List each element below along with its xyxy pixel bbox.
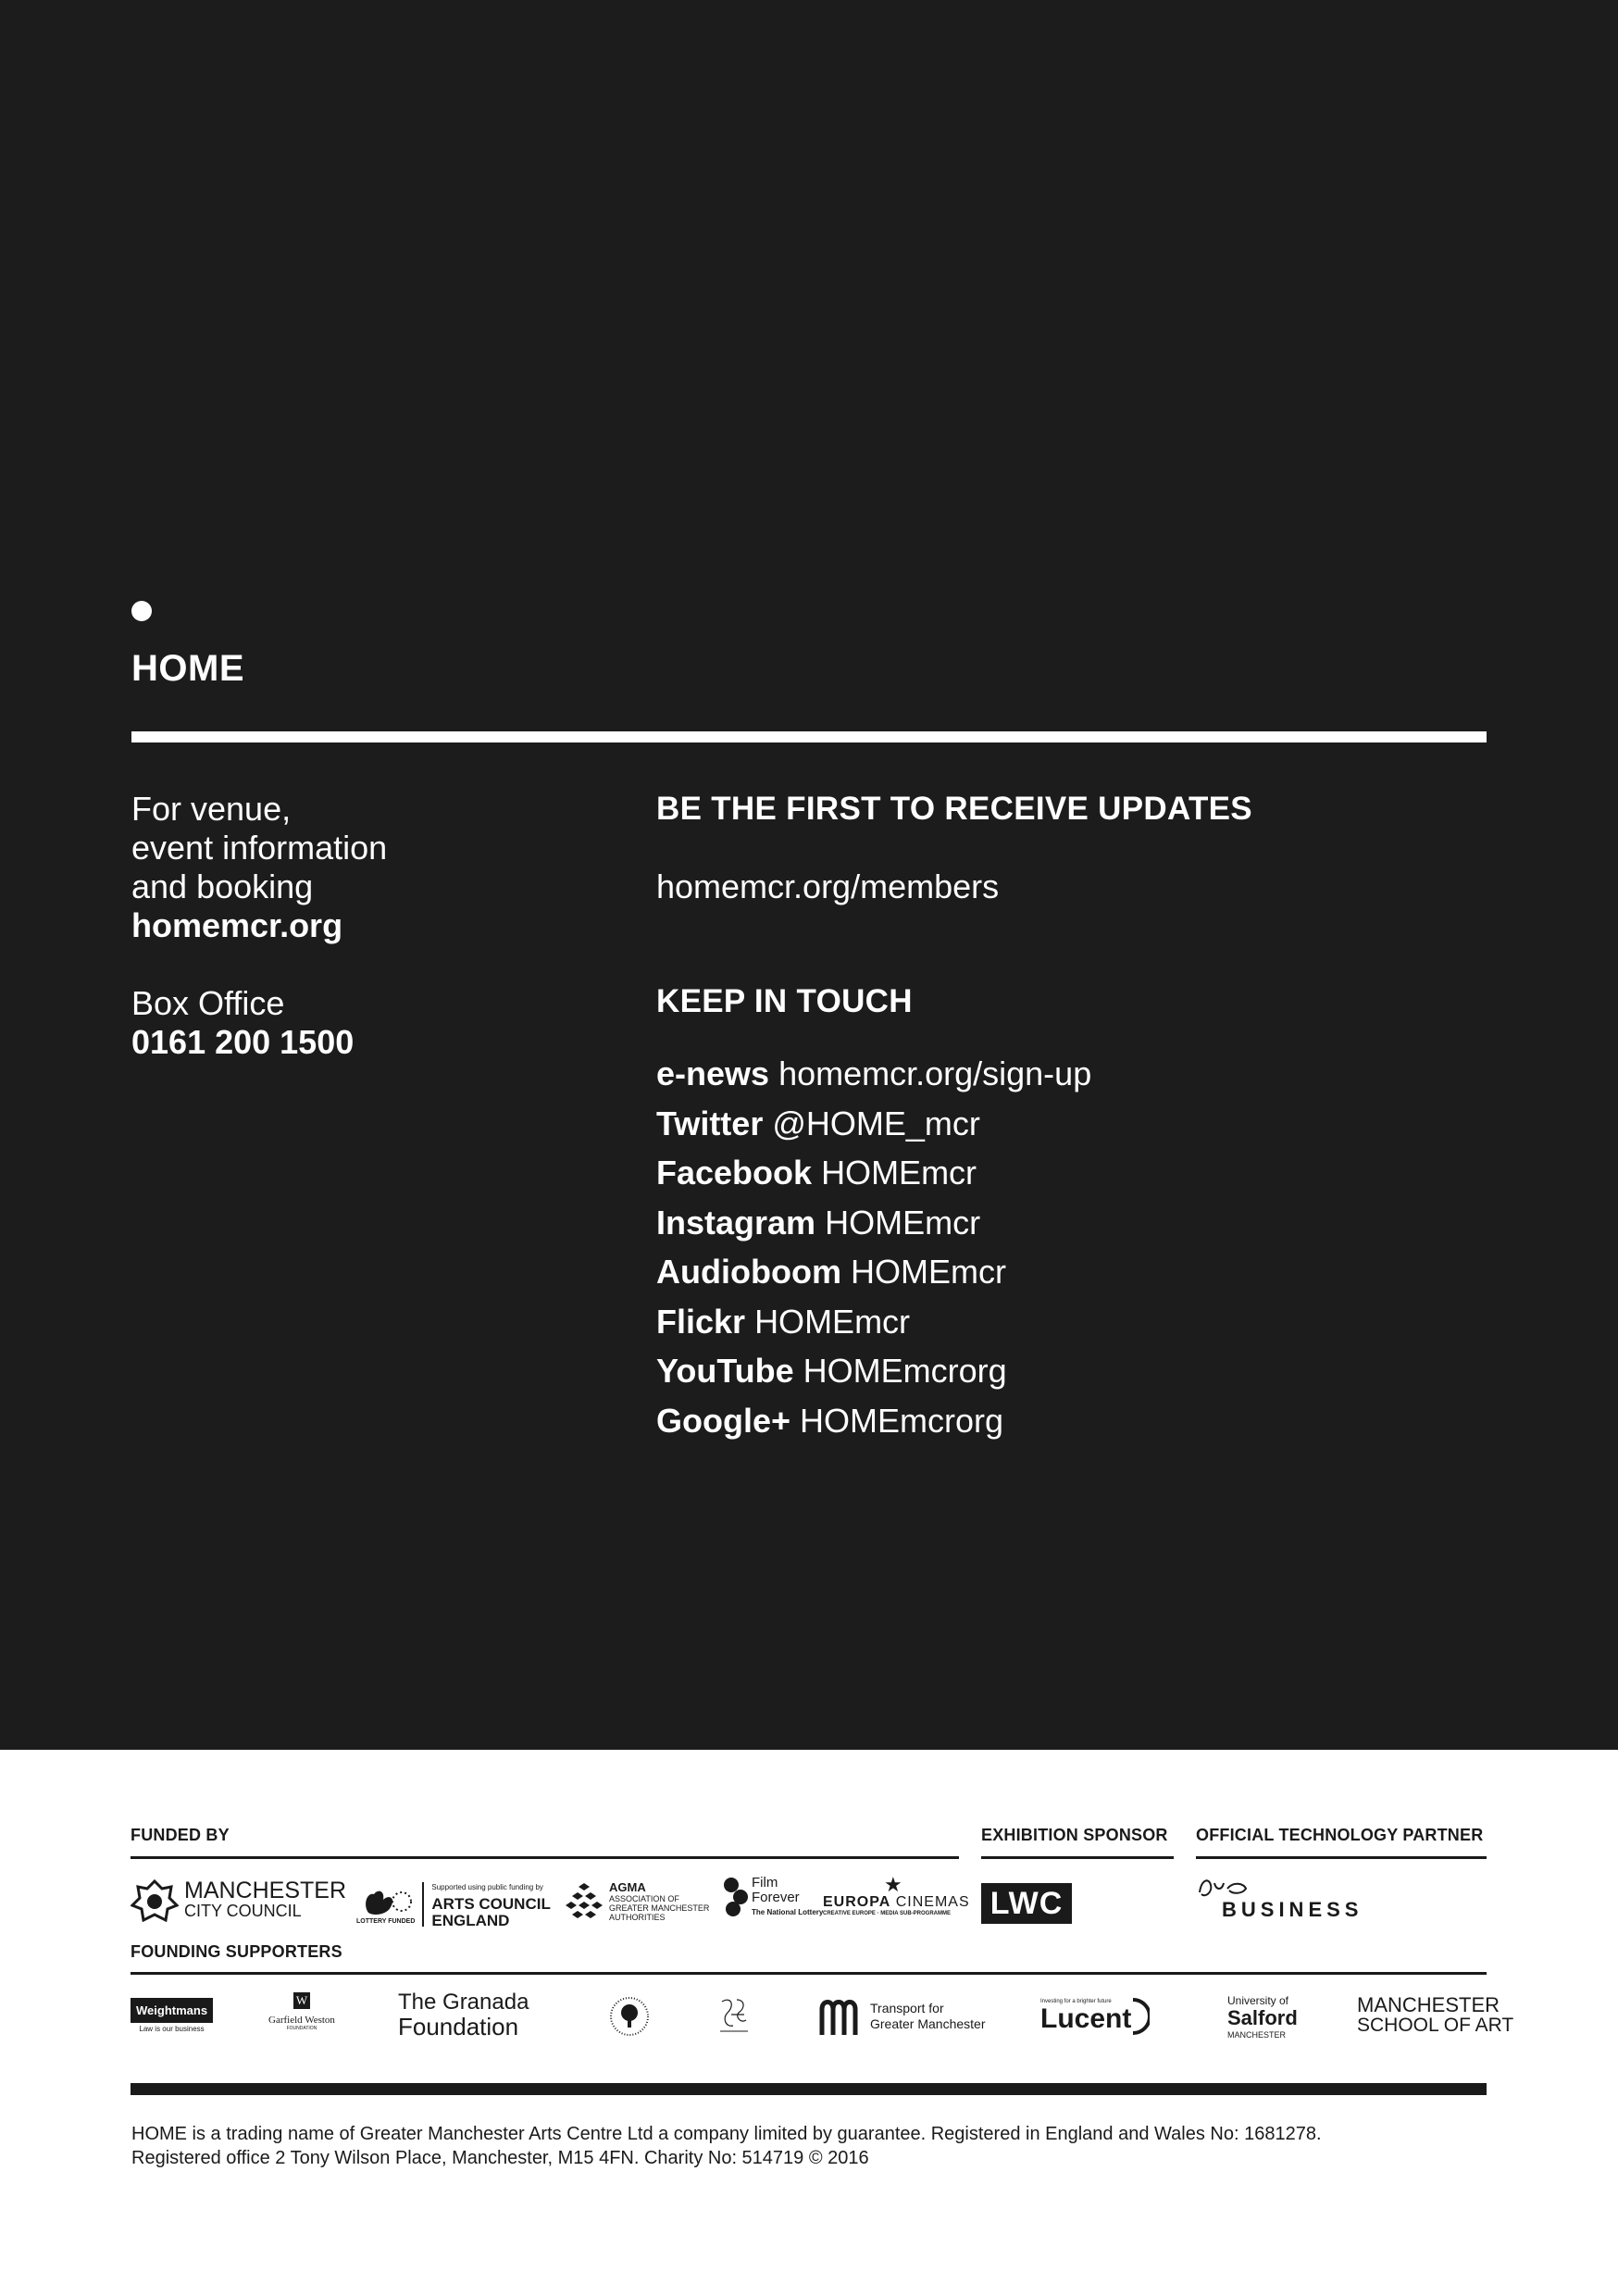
social-channel-handle[interactable]: homemcr.org/sign-up <box>778 1054 1092 1092</box>
lucent-label: Lucent <box>1040 2003 1132 2034</box>
msa-label-1: MANCHESTER <box>1357 1993 1500 2016</box>
social-row[interactable] <box>656 1049 1489 1099</box>
salford-logo <box>1227 1994 1298 2042</box>
msa-label-2: SCHOOL OF ART <box>1357 2015 1514 2036</box>
agma-cube-icon <box>565 1881 604 1922</box>
garfield-weston-logo <box>268 1992 335 2031</box>
tfgm-label-1: Transport for <box>870 2001 944 2015</box>
founding-supporters-label: FOUNDING SUPPORTERS <box>131 1942 342 1961</box>
box-office-label: Box Office <box>131 984 285 1022</box>
agma-sub-1: ASSOCIATION OF <box>609 1894 679 1903</box>
manchester-school-of-art-logo <box>1357 1995 1513 2036</box>
social-channel-name: Twitter <box>656 1104 764 1142</box>
venue-intro-line: For venue, <box>131 790 292 828</box>
social-channel-name: Flickr <box>656 1302 746 1341</box>
social-channel-handle[interactable]: HOMEmcr <box>754 1302 911 1341</box>
social-channel-name: e-news <box>656 1054 770 1092</box>
divider-rule <box>131 731 1487 742</box>
social-channel-name: Facebook <box>656 1154 813 1192</box>
social-row[interactable] <box>656 1148 1489 1198</box>
agma-logo <box>565 1881 709 1922</box>
salford-label-3: MANCHESTER <box>1227 2030 1287 2040</box>
foundation-label: Foundation <box>398 2013 519 2040</box>
social-channel-handle[interactable]: HOMEmcr <box>850 1253 1006 1291</box>
social-row[interactable] <box>656 1396 1489 1446</box>
exhibition-sponsor-label: EXHIBITION SPONSOR <box>981 1826 1168 1844</box>
social-row[interactable] <box>656 1099 1489 1149</box>
europa-label: EUROPA <box>823 1894 891 1910</box>
lottery-funded-label: LOTTERY FUNDED <box>356 1917 416 1925</box>
lwc-logo <box>981 1883 1072 1924</box>
ace-label-1: ARTS COUNCIL <box>431 1895 551 1913</box>
manchester-city-council-logo <box>131 1879 346 1922</box>
tech-partner-label: OFFICIAL TECHNOLOGY PARTNER <box>1196 1826 1484 1844</box>
venue-info <box>131 790 613 1062</box>
garfield-label: Garfield Weston <box>268 2015 335 2026</box>
agma-sub-3: AUTHORITIES <box>609 1913 666 1922</box>
legal-line-1: HOME is a trading name of Greater Manchester Arts Centre Ltd a company limited by guarantee. Registered in England and Wales No: 1681278. <box>131 2124 1322 2144</box>
lucent-tagline: Investing for a brighter future <box>1040 1999 1112 2004</box>
legal-rule <box>131 2083 1487 2095</box>
script-monogram-icon <box>713 1992 755 2035</box>
bfi-film-label: Film <box>752 1875 778 1890</box>
legal-text <box>131 2122 1492 2170</box>
salford-label-2: Salford <box>1227 2006 1298 2029</box>
tfgm-logo <box>818 1996 986 2037</box>
social-channel-name: Google+ <box>656 1401 791 1440</box>
ace-support-label: Supported using public funding by <box>431 1883 543 1891</box>
europa-cinemas-logo <box>823 1873 970 1916</box>
monogram-foundation-logo <box>713 1992 755 2035</box>
social-channel-handle[interactable]: @HOME_mcr <box>772 1104 980 1142</box>
social-channel-handle[interactable]: HOMEmcr <box>821 1154 977 1192</box>
venue-website-link[interactable]: homemcr.org <box>131 906 343 944</box>
lucent-arc-icon <box>1131 1996 1150 2037</box>
social-row[interactable] <box>656 1247 1489 1297</box>
virgin-media-business-logo <box>1196 1874 1363 1922</box>
members-link[interactable]: homemcr.org/members <box>656 867 1000 905</box>
social-channel-name: YouTube <box>656 1352 794 1390</box>
agma-sub-2: GREATER MANCHESTER <box>609 1903 710 1913</box>
funded-by-rule <box>131 1856 959 1859</box>
tree-seal-icon <box>609 1996 650 2037</box>
granada-foundation-logo <box>398 1990 529 2039</box>
agma-label: AGMA <box>609 1880 646 1894</box>
bfi-lottery-label: The National Lottery <box>752 1908 824 1916</box>
social-row[interactable] <box>656 1346 1489 1396</box>
venue-intro-line: and booking <box>131 867 314 905</box>
bfi-forever-label: Forever <box>752 1890 800 1905</box>
weightmans-logo <box>131 1998 213 2033</box>
cinemas-label: CINEMAS <box>895 1894 970 1910</box>
social-channel-handle[interactable]: HOMEmcrorg <box>800 1401 1004 1440</box>
w-monogram-icon: W <box>293 1992 310 2009</box>
salford-label-1: University of <box>1227 1994 1289 2007</box>
arts-council-logo <box>356 1879 551 1929</box>
weightmans-label: Weightmans <box>136 2003 208 2017</box>
lwc-label: LWC <box>989 1885 1064 1921</box>
granada-label: The Granada <box>398 1990 529 2015</box>
bfi-logo <box>722 1876 823 1920</box>
business-label: BUSINESS <box>1222 1898 1363 1921</box>
tfgm-label-2: Greater Manchester <box>870 2016 986 2031</box>
social-row[interactable] <box>656 1198 1489 1248</box>
tfgm-m-icon <box>818 1996 865 2037</box>
brand-title: HOME <box>131 648 244 689</box>
venue-intro-line: event information <box>131 829 388 867</box>
ace-label-2: ENGLAND <box>431 1912 510 1929</box>
social-channel-name: Instagram <box>656 1203 816 1242</box>
star-icon: ★ <box>884 1873 902 1896</box>
lucent-logo <box>1040 1996 1150 2037</box>
manchester-label: MANCHESTER <box>184 1878 347 1903</box>
social-channel-name: Audioboom <box>656 1253 841 1291</box>
updates-heading: BE THE FIRST TO RECEIVE UPDATES <box>656 791 1252 827</box>
box-office-phone: 0161 200 1500 <box>131 1023 355 1061</box>
social-row[interactable] <box>656 1297 1489 1347</box>
founding-supporters-rule <box>131 1972 1487 1975</box>
garfield-sub-label: FOUNDATION <box>286 2026 317 2031</box>
social-list <box>656 1049 1489 1445</box>
social-channel-handle[interactable]: HOMEmcr <box>825 1203 981 1242</box>
weightmans-tagline: Law is our business <box>139 2025 205 2033</box>
exhibition-sponsor-rule <box>981 1856 1174 1859</box>
tech-partner-rule <box>1196 1856 1487 1859</box>
home-dot-icon <box>131 601 152 621</box>
legal-line-2: Registered office 2 Tony Wilson Place, Manchester, M15 4FN. Charity No: 514719 © 2016 <box>131 2148 869 2168</box>
contact-section <box>656 790 1489 1445</box>
europa-sub-label: CREATIVE EUROPE · MEDIA SUB-PROGRAMME <box>823 1911 952 1916</box>
lottery-crossed-fingers-icon <box>359 1885 413 1918</box>
keep-in-touch-heading: KEEP IN TOUCH <box>656 983 913 1019</box>
social-channel-handle[interactable]: HOMEmcrorg <box>803 1352 1007 1390</box>
crest-icon <box>131 1879 179 1922</box>
city-council-label: CITY COUNCIL <box>184 1902 302 1920</box>
tree-seal-logo <box>609 1996 650 2037</box>
funded-by-label: FUNDED BY <box>131 1826 230 1844</box>
bfi-circles-icon <box>722 1877 750 1919</box>
